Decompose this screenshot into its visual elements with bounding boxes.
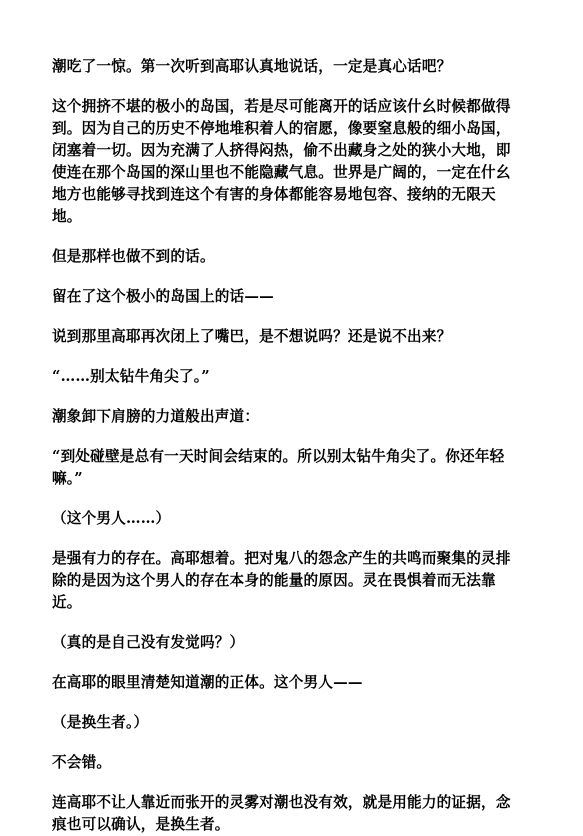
paragraph: 但是那样也做不到的话。 [52,248,215,265]
paragraph: 留在了这个极小的岛国上的话—— [52,288,274,305]
paragraph: 这个拥挤不堪的极小的岛国，若是尽可能离开的话应该什幺时候都做得到。因为自己的历史不停地堆积着人的宿愿，像要窒息般的细小岛国，闭塞着一切。因为充满了人挤得闷热，偷不出藏身之处的狭小大地，即使连在那个岛国的深山里也不能隐藏气息。世界是广阔的，一定在什幺地方也能够寻找到连这个有害的身体都能容易地包容、接纳的无限天地。 [52,98,511,225]
paragraph: 不会错。 [52,754,112,771]
paragraph: 潮吃了一惊。第一次听到高耶认真地说话，一定是真心话吧？ [52,58,452,75]
paragraph: “到处碰壁是总有一天时间会结束的。所以别太钻牛角尖了。你还年轻嘛。” [52,448,505,487]
paragraph: （真的是自己没有发觉吗？） [52,634,245,651]
paragraph: （是换生者。） [52,714,149,731]
paragraph: （这个男人……） [52,510,171,527]
paragraph: “……别太钻牛角尖了。” [52,368,210,385]
paragraph: 连高耶不让人靠近而张开的灵雾对潮也没有效，就是用能力的证据，念痕也可以确认，是换生者。 [52,794,511,833]
paragraph: 在高耶的眼里清楚知道潮的正体。这个男人—— [52,674,363,691]
paragraph: 说到那里高耶再次闭上了嘴巴，是不想说吗？还是说不出来？ [52,328,452,345]
paragraph: 潮象卸下肩膀的力道般出声道： [52,408,260,425]
paragraph: 是强有力的存在。高耶想着。把对鬼八的怨念产生的共鸣而聚集的灵排除的是因为这个男人的存在本身的能量的原因。灵在畏惧着而无法靠近。 [52,550,511,611]
